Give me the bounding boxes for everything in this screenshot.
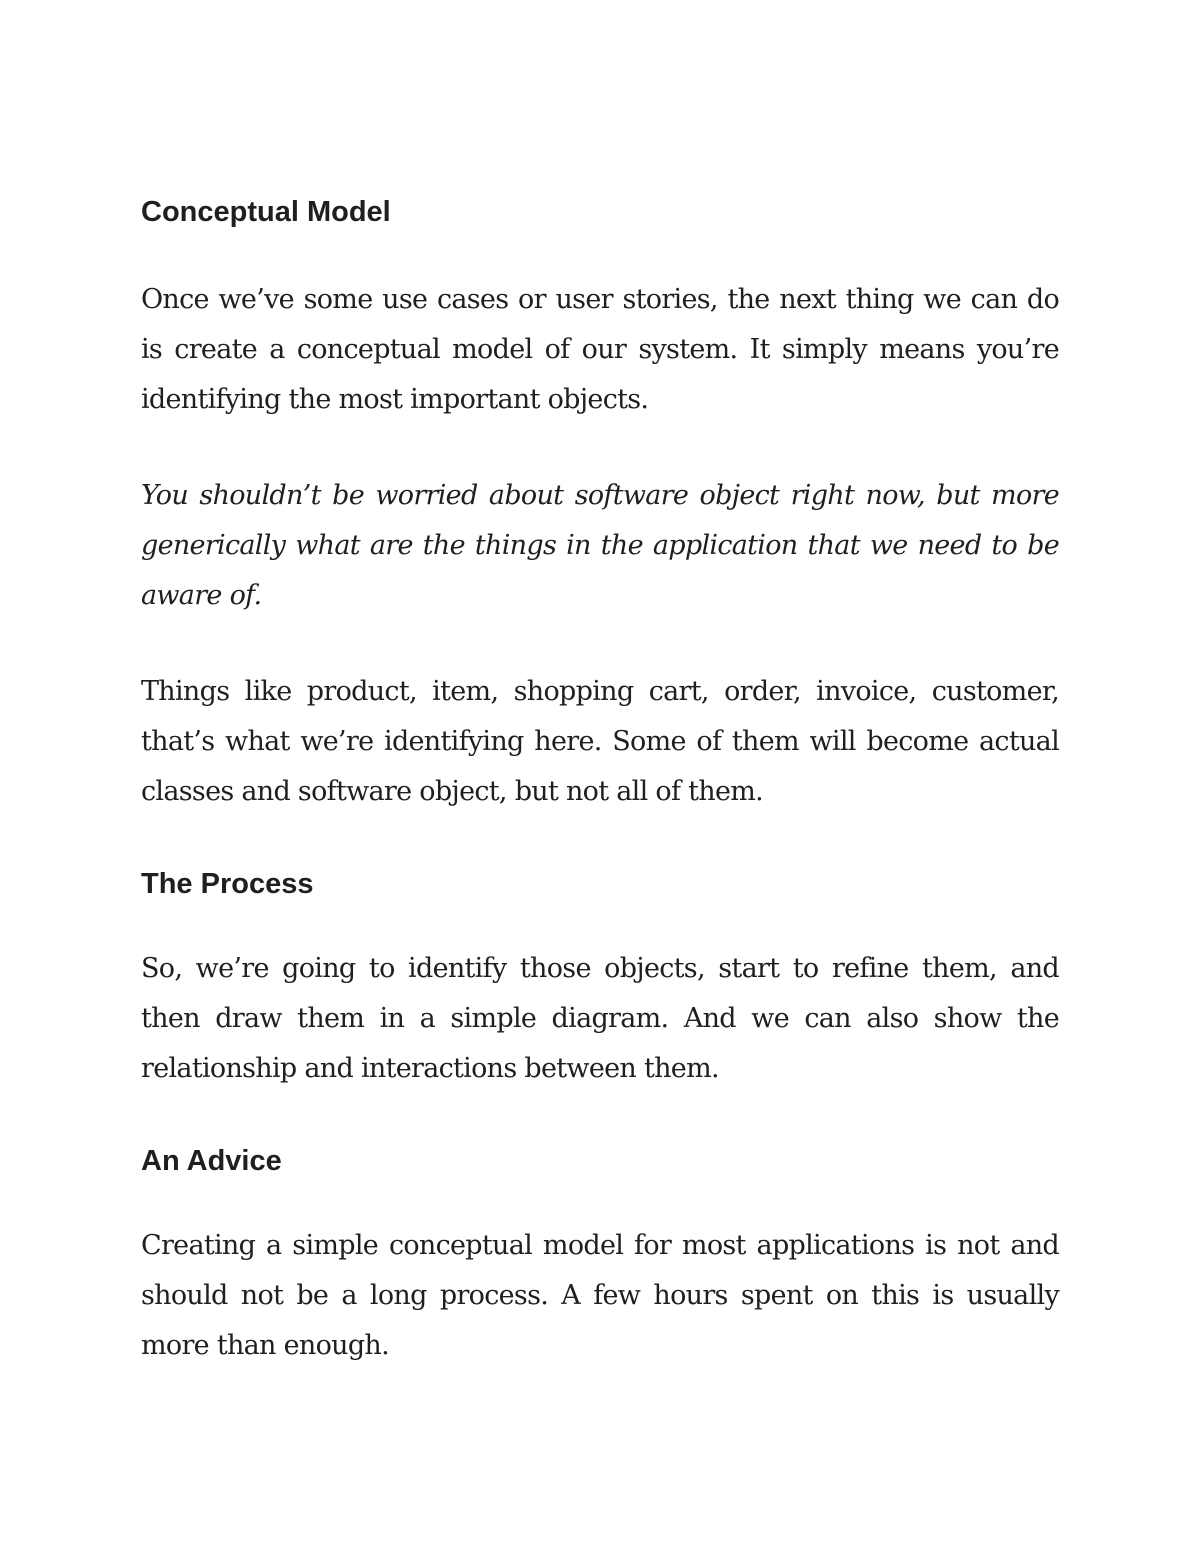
paragraph-examples: Things like product, item, shopping cart, order, invoice, customer, that’s what we’re identifying here. Some of them will become actual classes and software object, but not all of them. [141,676,1059,807]
paragraph-advice: Creating a simple conceptual model for most applications is not and should not be a long process. A few hours spent on this is usually more than enough. [141,1230,1059,1361]
paragraph-intro: Once we’ve some use cases or user stories, the next thing we can do is create a conceptual model of our system. It simply means you’re identifying the most important objects. [141,284,1059,415]
section-heading-the-process: The Process [141,868,314,900]
paragraph-process: So, we’re going to identify those objects, start to refine them, and then draw them in a simple diagram. And we can also show the relationship and interactions between them. [141,953,1059,1084]
section-heading-an-advice: An Advice [141,1145,282,1177]
section-heading-conceptual-model: Conceptual Model [141,196,391,228]
document-page [141,190,1059,1371]
paragraph-italic-note: You shouldn’t be worried about software object right now, but more generically what are the things in the application that we need to be aware of. [141,480,1059,611]
